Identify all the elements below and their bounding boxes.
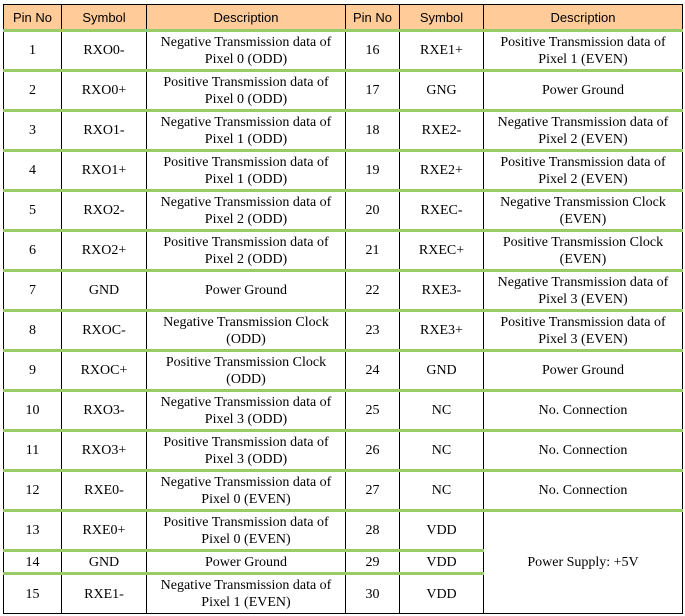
right-pin-cell: 18 xyxy=(346,111,400,151)
left-symbol-cell: RXO0- xyxy=(62,31,147,71)
right-symbol-cell: RXE2+ xyxy=(400,151,484,191)
right-pin-cell: 28 xyxy=(346,511,400,551)
table-row xyxy=(4,271,683,311)
right-symbol-cell: RXEC+ xyxy=(400,231,484,271)
left-symbol-cell: GND xyxy=(62,271,147,311)
left-symbol-cell: GND xyxy=(62,551,147,574)
left-description-cell: Negative Transmission Clock (ODD) xyxy=(147,311,346,351)
right-symbol-cell: VDD xyxy=(400,551,484,574)
right-symbol-cell: GND xyxy=(400,351,484,391)
header-description-left: Description xyxy=(147,5,346,31)
right-pin-cell: 23 xyxy=(346,311,400,351)
header-pin-no-right: Pin No xyxy=(346,5,400,31)
table-row xyxy=(4,71,683,111)
right-pin-cell: 25 xyxy=(346,391,400,431)
left-description-cell: Positive Transmission data of Pixel 2 (ODD) xyxy=(147,231,346,271)
right-pin-cell: 29 xyxy=(346,551,400,574)
table-row xyxy=(4,391,683,431)
left-pin-cell: 1 xyxy=(4,31,62,71)
left-description-cell: Positive Transmission data of Pixel 0 (ODD) xyxy=(147,71,346,111)
left-pin-cell: 12 xyxy=(4,471,62,511)
header-symbol-right: Symbol xyxy=(400,5,484,31)
left-description-cell: Positive Transmission data of Pixel 1 (ODD) xyxy=(147,151,346,191)
right-pin-cell: 19 xyxy=(346,151,400,191)
table-row xyxy=(4,231,683,271)
left-description-cell: Negative Transmission data of Pixel 1 (ODD) xyxy=(147,111,346,151)
left-pin-cell: 13 xyxy=(4,511,62,551)
left-description-cell: Positive Transmission data of Pixel 3 (ODD) xyxy=(147,431,346,471)
right-pin-cell: 24 xyxy=(346,351,400,391)
left-pin-cell: 9 xyxy=(4,351,62,391)
table-row xyxy=(4,311,683,351)
right-description-cell: No. Connection xyxy=(484,471,683,511)
left-pin-cell: 11 xyxy=(4,431,62,471)
left-symbol-cell: RXO3+ xyxy=(62,431,147,471)
right-description-cell: No. Connection xyxy=(484,431,683,471)
left-description-cell: Negative Transmission data of Pixel 3 (ODD) xyxy=(147,391,346,431)
right-symbol-cell: VDD xyxy=(400,511,484,551)
pin-assignment-table xyxy=(3,4,683,614)
left-pin-cell: 4 xyxy=(4,151,62,191)
right-description-cell: Negative Transmission data of Pixel 3 (EVEN) xyxy=(484,271,683,311)
left-description-cell: Power Ground xyxy=(147,551,346,574)
right-description-cell: Negative Transmission data of Pixel 2 (EVEN) xyxy=(484,111,683,151)
left-symbol-cell: RXE0+ xyxy=(62,511,147,551)
left-symbol-cell: RXOC+ xyxy=(62,351,147,391)
left-symbol-cell: RXO0+ xyxy=(62,71,147,111)
left-symbol-cell: RXO1- xyxy=(62,111,147,151)
right-description-cell: Negative Transmission Clock (EVEN) xyxy=(484,191,683,231)
left-pin-cell: 5 xyxy=(4,191,62,231)
left-symbol-cell: RXO1+ xyxy=(62,151,147,191)
right-description-cell: Positive Transmission data of Pixel 1 (EVEN) xyxy=(484,31,683,71)
right-symbol-cell: VDD xyxy=(400,574,484,614)
right-description-cell: Positive Transmission data of Pixel 3 (EVEN) xyxy=(484,311,683,351)
left-pin-cell: 6 xyxy=(4,231,62,271)
header-row xyxy=(4,5,683,31)
right-pin-cell: 17 xyxy=(346,71,400,111)
left-description-cell: Negative Transmission data of Pixel 1 (EVEN) xyxy=(147,574,346,614)
left-description-cell: Negative Transmission data of Pixel 2 (ODD) xyxy=(147,191,346,231)
left-pin-cell: 14 xyxy=(4,551,62,574)
right-symbol-cell: GNG xyxy=(400,71,484,111)
right-pin-cell: 26 xyxy=(346,431,400,471)
right-description-cell: Positive Transmission data of Pixel 2 (EVEN) xyxy=(484,151,683,191)
left-description-cell: Negative Transmission data of Pixel 0 (ODD) xyxy=(147,31,346,71)
right-symbol-cell: NC xyxy=(400,471,484,511)
right-symbol-cell: RXE3- xyxy=(400,271,484,311)
left-symbol-cell: RXO2- xyxy=(62,191,147,231)
right-pin-cell: 16 xyxy=(346,31,400,71)
right-pin-cell: 22 xyxy=(346,271,400,311)
right-pin-cell: 27 xyxy=(346,471,400,511)
header-description-right: Description xyxy=(484,5,683,31)
left-pin-cell: 3 xyxy=(4,111,62,151)
right-symbol-cell: RXEC- xyxy=(400,191,484,231)
right-symbol-cell: NC xyxy=(400,431,484,471)
table-row xyxy=(4,351,683,391)
table-row xyxy=(4,511,683,551)
table-row xyxy=(4,151,683,191)
left-symbol-cell: RXO3- xyxy=(62,391,147,431)
left-description-cell: Negative Transmission data of Pixel 0 (EVEN) xyxy=(147,471,346,511)
table-row xyxy=(4,111,683,151)
pin-table-body xyxy=(4,31,683,614)
left-description-cell: Power Ground xyxy=(147,271,346,311)
header-symbol-left: Symbol xyxy=(62,5,147,31)
left-symbol-cell: RXOC- xyxy=(62,311,147,351)
left-pin-cell: 15 xyxy=(4,574,62,614)
right-pin-cell: 30 xyxy=(346,574,400,614)
right-symbol-cell: NC xyxy=(400,391,484,431)
right-pin-cell: 20 xyxy=(346,191,400,231)
left-description-cell: Positive Transmission Clock (ODD) xyxy=(147,351,346,391)
left-symbol-cell: RXO2+ xyxy=(62,231,147,271)
left-pin-cell: 10 xyxy=(4,391,62,431)
right-description-cell: Power Ground xyxy=(484,71,683,111)
table-row xyxy=(4,431,683,471)
right-pin-cell: 21 xyxy=(346,231,400,271)
header-pin-no-left: Pin No xyxy=(4,5,62,31)
table-row xyxy=(4,191,683,231)
left-description-cell: Positive Transmission data of Pixel 0 (EVEN) xyxy=(147,511,346,551)
left-symbol-cell: RXE1- xyxy=(62,574,147,614)
table-row xyxy=(4,471,683,511)
left-pin-cell: 7 xyxy=(4,271,62,311)
right-description-cell: Positive Transmission Clock (EVEN) xyxy=(484,231,683,271)
table-row xyxy=(4,31,683,71)
left-symbol-cell: RXE0- xyxy=(62,471,147,511)
left-pin-cell: 2 xyxy=(4,71,62,111)
right-description-cell: No. Connection xyxy=(484,391,683,431)
right-description-cell: Power Ground xyxy=(484,351,683,391)
right-symbol-cell: RXE1+ xyxy=(400,31,484,71)
right-symbol-cell: RXE3+ xyxy=(400,311,484,351)
right-symbol-cell: RXE2- xyxy=(400,111,484,151)
left-pin-cell: 8 xyxy=(4,311,62,351)
power-supply-cell: Power Supply: +5V xyxy=(484,511,683,614)
